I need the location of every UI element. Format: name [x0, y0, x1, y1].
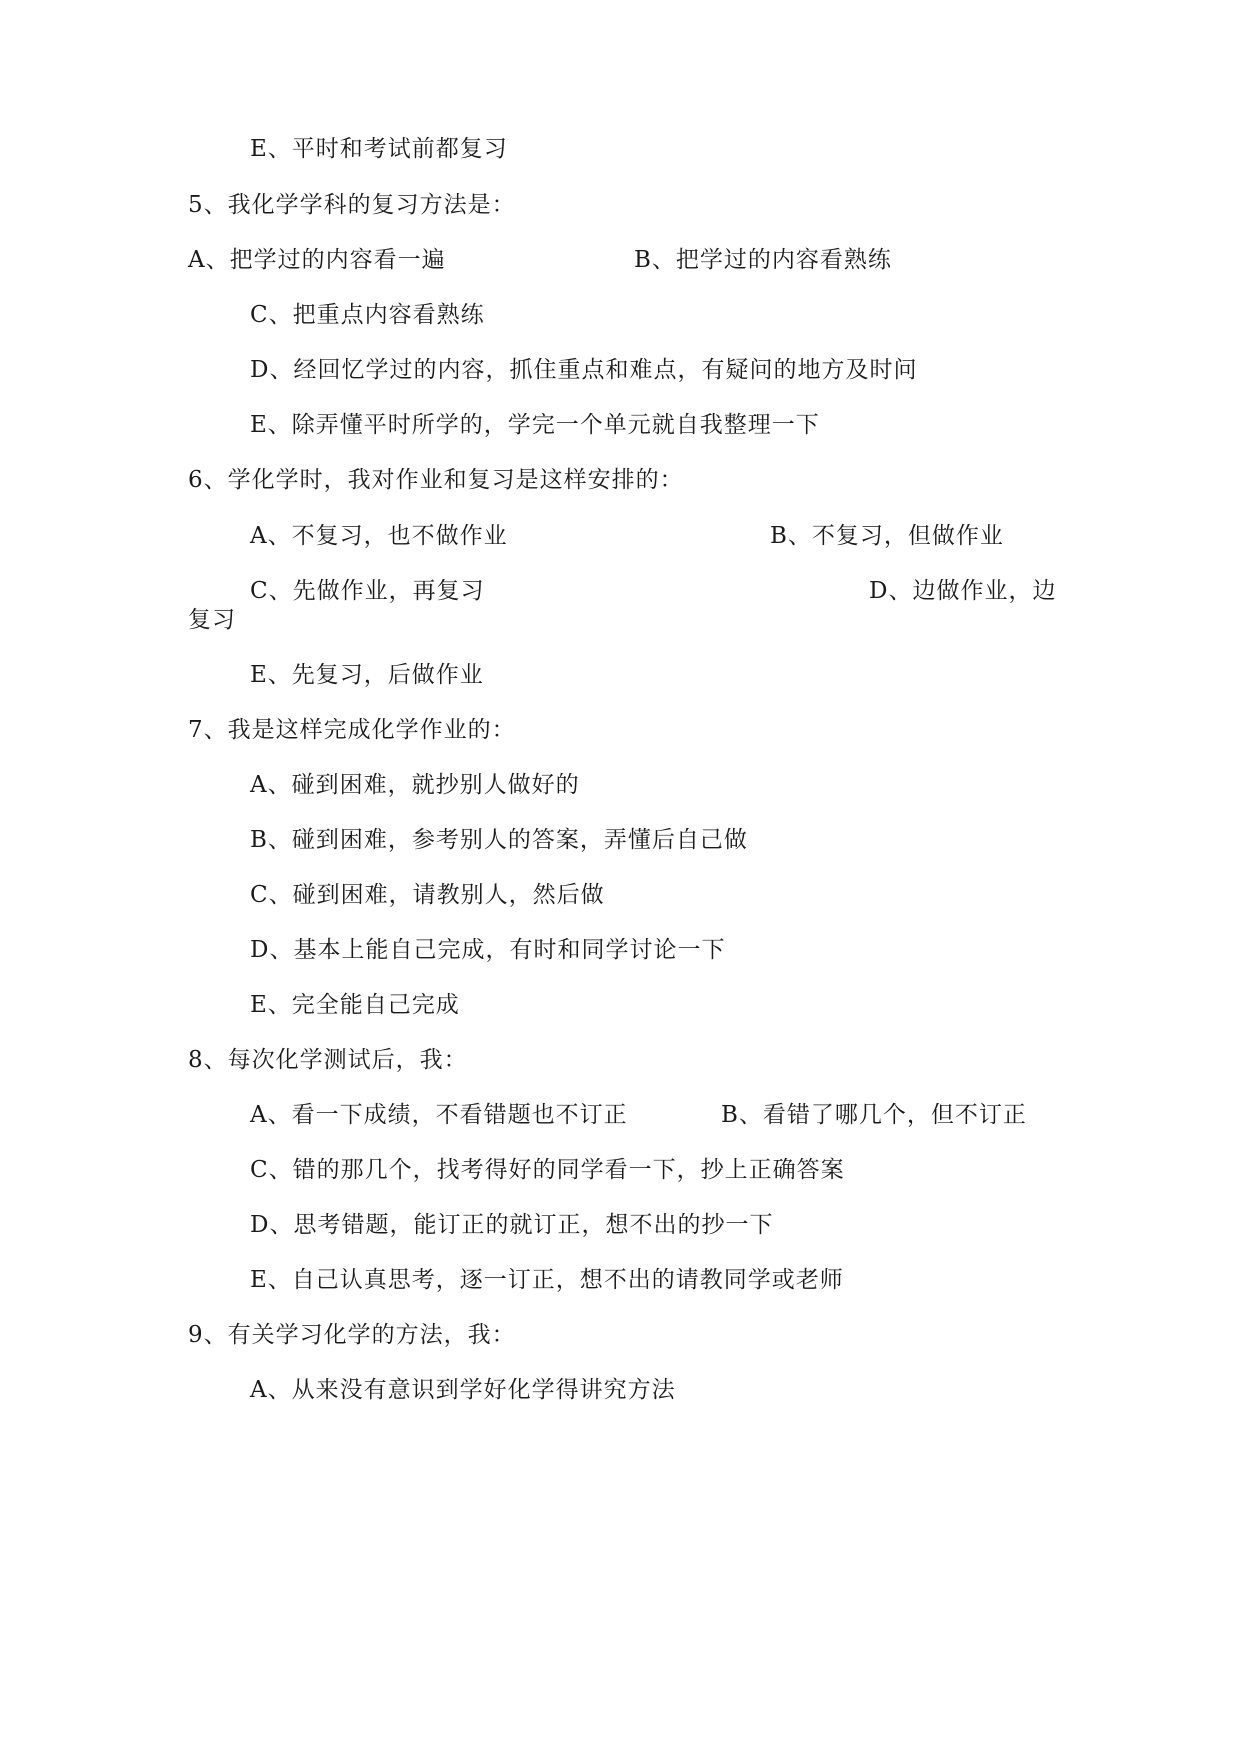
- q6-option-d-continued: 复习: [188, 607, 236, 633]
- q8-option-c: C、错的那几个，找考得好的同学看一下，抄上正确答案: [250, 1157, 845, 1183]
- question-9: 9、有关学习化学的方法，我：: [188, 1322, 516, 1348]
- q6-option-b: B、不复习，但做作业: [770, 523, 1004, 549]
- q8-option-a: A、看一下成绩，不看错题也不订正: [250, 1102, 628, 1128]
- q7-option-d: D、基本上能自己完成，有时和同学讨论一下: [250, 937, 726, 963]
- q6-option-c: C、先做作业，再复习: [250, 578, 485, 604]
- q7-option-a: A、碰到困难，就抄别人做好的: [250, 772, 580, 798]
- q8-option-e: E、自己认真思考，逐一订正，想不出的请教同学或老师: [250, 1267, 844, 1293]
- q5-option-c: C、把重点内容看熟练: [250, 302, 485, 328]
- q4-option-e: E、平时和考试前都复习: [250, 136, 508, 162]
- q8-option-b: B、看错了哪几个，但不订正: [721, 1102, 1027, 1128]
- question-7: 7、我是这样完成化学作业的：: [188, 717, 516, 743]
- q9-option-a: A、从来没有意识到学好化学得讲究方法: [250, 1377, 676, 1403]
- q8-option-d: D、思考错题，能订正的就订正，想不出的抄一下: [250, 1212, 774, 1238]
- q7-option-b: B、碰到困难，参考别人的答案，弄懂后自己做: [250, 827, 748, 853]
- q5-option-b: B、把学过的内容看熟练: [634, 247, 892, 273]
- q5-option-e: E、除弄懂平时所学的，学完一个单元就自我整理一下: [250, 412, 820, 438]
- question-5: 5、我化学学科的复习方法是：: [188, 192, 516, 218]
- question-8: 8、每次化学测试后，我：: [188, 1047, 468, 1073]
- q6-option-e: E、先复习，后做作业: [250, 662, 484, 688]
- q6-option-d: D、边做作业，边: [869, 578, 1057, 604]
- q5-option-d: D、经回忆学过的内容，抓住重点和难点，有疑问的地方及时问: [250, 357, 918, 383]
- q7-option-c: C、碰到困难，请教别人，然后做: [250, 882, 605, 908]
- question-6: 6、学化学时，我对作业和复习是这样安排的：: [188, 467, 684, 493]
- q6-option-a: A、不复习，也不做作业: [250, 523, 508, 549]
- q7-option-e: E、完全能自己完成: [250, 992, 460, 1018]
- q5-option-a: A、把学过的内容看一遍: [188, 247, 446, 273]
